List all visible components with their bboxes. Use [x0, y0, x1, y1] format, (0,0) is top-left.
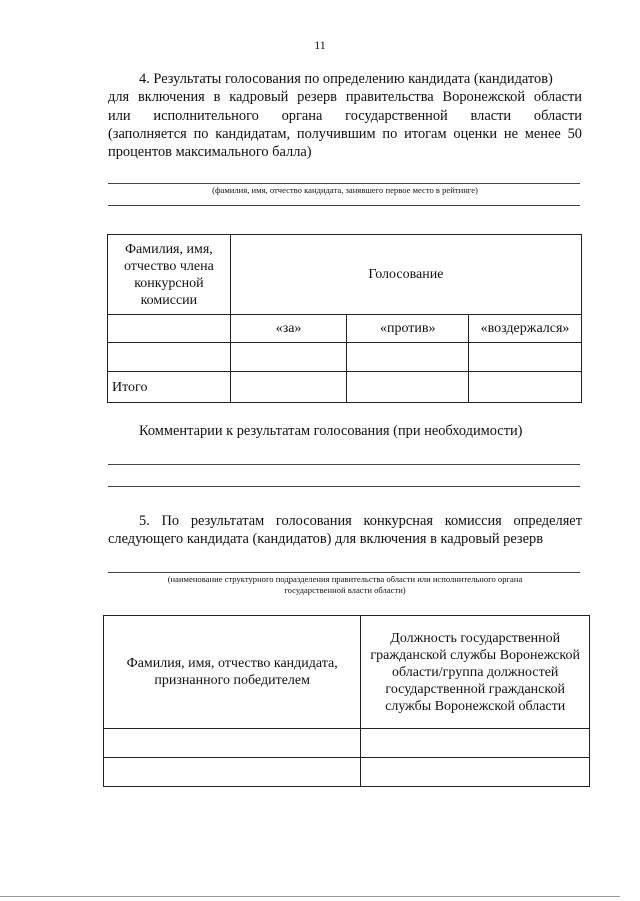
comments-line [108, 464, 580, 465]
table-cell [104, 729, 361, 758]
table-cell [347, 343, 469, 372]
vote-for-header: «за» [230, 315, 347, 343]
section-4-line: процентов максимального балла) [108, 144, 312, 161]
winner-table [103, 615, 590, 787]
voting-header: Голосование [230, 235, 581, 315]
table-row [108, 235, 582, 315]
vote-abstain-header: «воздержался» [469, 315, 582, 343]
table-row [108, 343, 582, 372]
table-cell [347, 372, 469, 403]
table-row [104, 729, 590, 758]
page-bottom-edge [0, 896, 620, 897]
unit-name-line [108, 572, 580, 573]
table-cell [108, 315, 231, 343]
member-name-header: Фамилия, имя, отчество члена конкурсной комиссии [108, 235, 231, 315]
section-4-line: 4. Результаты голосования по определению кандидата (кандидатов) [139, 71, 553, 87]
total-label: Итого [108, 372, 231, 403]
candidate-name-caption: (фамилия, имя, отчество кандидата, занявшего первое место в рейтинге) [212, 185, 478, 195]
section-5-line: 5. По результатам голосования конкурсная комиссия определяет [139, 513, 582, 529]
winner-name-header: Фамилия, имя, отчество кандидата, признанного победителем [104, 616, 361, 729]
voting-table [107, 234, 582, 403]
table-cell [361, 729, 590, 758]
table-cell [230, 343, 347, 372]
table-cell [104, 758, 361, 787]
unit-caption-line: (наименование структурного подразделения правительства области или исполнительного органа [167, 574, 523, 584]
page-number: 11 [314, 38, 326, 52]
comments-label: Комментарии к результатам голосования (при необходимости) [139, 423, 523, 439]
table-cell [230, 372, 347, 403]
comments-paragraph [108, 422, 582, 440]
table-row [108, 372, 582, 403]
comments-line [108, 486, 580, 487]
table-cell [108, 343, 231, 372]
table-cell [361, 758, 590, 787]
section-4-line: или исполнительного органа государственной власти области [108, 107, 582, 124]
section-4-line: для включения в кадровый резерв правительства Воронежской области [108, 89, 582, 106]
position-header: Должность государственной гражданской службы Воронежской области/группа должностей государственной гражданской службы Воронежской области [361, 616, 590, 729]
table-cell [469, 372, 582, 403]
table-cell [469, 343, 582, 372]
table-row [104, 616, 590, 729]
vote-against-header: «против» [347, 315, 469, 343]
section-4-line: (заполняется по кандидатам, получившим по итогам оценки не менее 50 [108, 125, 582, 142]
unit-name-caption [108, 574, 582, 596]
section-5-line: следующего кандидата (кандидатов) для включения в кадровый резерв [108, 531, 543, 548]
candidate-name-line [108, 183, 580, 184]
table-row [108, 315, 582, 343]
unit-caption-line: государственной власти области) [284, 585, 406, 595]
section-5-paragraph [108, 512, 582, 549]
separator-line [108, 205, 580, 206]
table-row [104, 758, 590, 787]
section-4-paragraph [108, 70, 582, 161]
